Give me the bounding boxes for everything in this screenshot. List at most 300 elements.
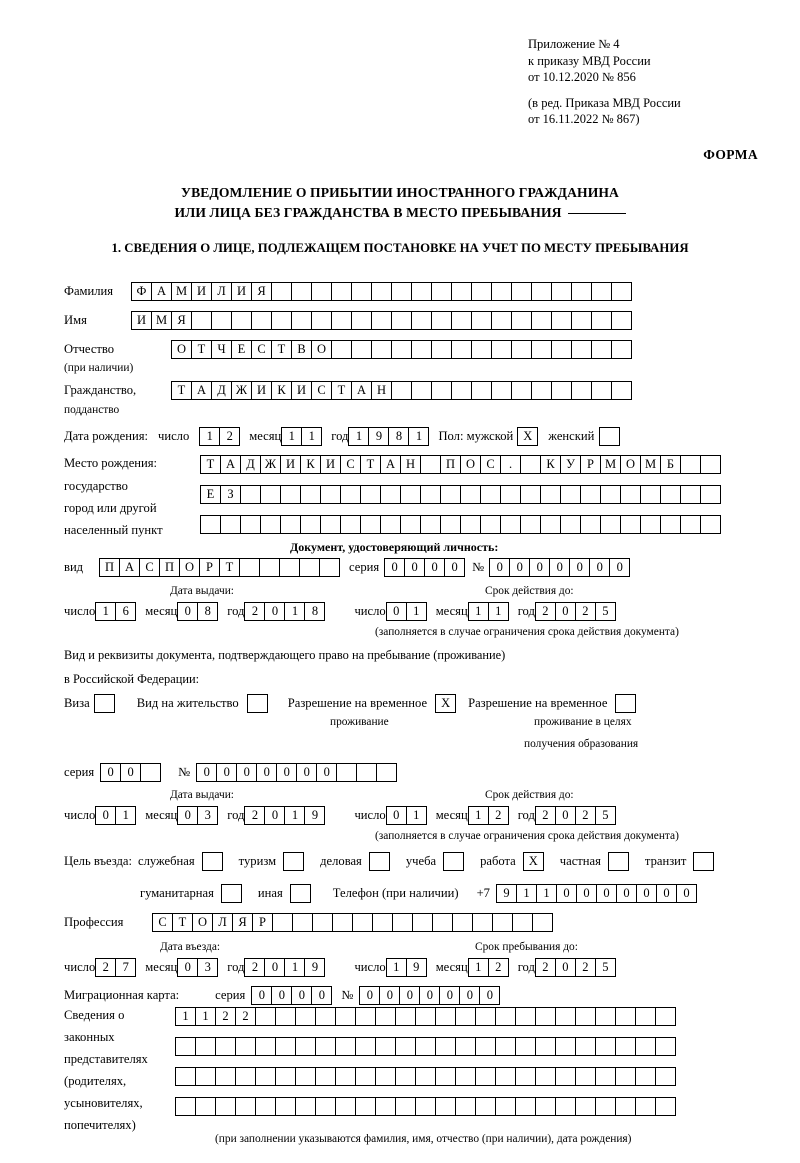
grid-cell[interactable] bbox=[460, 485, 481, 504]
grid-cell[interactable]: 0 bbox=[444, 558, 465, 577]
grid-cell[interactable] bbox=[280, 485, 301, 504]
grid-cell[interactable] bbox=[431, 282, 452, 301]
grid-cell[interactable] bbox=[355, 1007, 376, 1026]
grid-cell[interactable]: В bbox=[291, 340, 312, 359]
grid-cell[interactable] bbox=[351, 282, 372, 301]
grid-cell[interactable]: 0 bbox=[419, 986, 440, 1005]
grid-cell[interactable] bbox=[475, 1007, 496, 1026]
grid-cell[interactable] bbox=[575, 1007, 596, 1026]
birthplace-row2-cells[interactable] bbox=[200, 485, 720, 504]
grid-cell[interactable]: 9 bbox=[368, 427, 389, 446]
entry-day-cells[interactable] bbox=[95, 958, 135, 977]
grid-cell[interactable] bbox=[431, 340, 452, 359]
grid-cell[interactable] bbox=[500, 485, 521, 504]
grid-cell[interactable]: Ф bbox=[131, 282, 152, 301]
grid-cell[interactable]: 0 bbox=[596, 884, 617, 903]
grid-cell[interactable] bbox=[295, 1067, 316, 1086]
stay-doc-number-cells[interactable] bbox=[196, 763, 396, 782]
grid-cell[interactable] bbox=[595, 1067, 616, 1086]
grid-cell[interactable]: 8 bbox=[197, 602, 218, 621]
grid-cell[interactable] bbox=[551, 340, 572, 359]
grid-cell[interactable]: 0 bbox=[555, 602, 576, 621]
purpose-option-checkbox[interactable] bbox=[608, 852, 629, 871]
grid-cell[interactable]: Д bbox=[240, 455, 261, 474]
grid-cell[interactable]: П bbox=[159, 558, 180, 577]
grid-cell[interactable] bbox=[300, 515, 321, 534]
grid-cell[interactable] bbox=[480, 515, 501, 534]
birthdate-day-cells[interactable] bbox=[199, 427, 239, 446]
grid-cell[interactable]: 1 bbox=[468, 602, 489, 621]
grid-cell[interactable] bbox=[600, 485, 621, 504]
grid-cell[interactable]: А bbox=[220, 455, 241, 474]
id-doc-type-cells[interactable] bbox=[99, 558, 339, 577]
grid-cell[interactable] bbox=[395, 1097, 416, 1116]
grid-cell[interactable]: Т bbox=[171, 381, 192, 400]
grid-cell[interactable]: 5 bbox=[595, 602, 616, 621]
grid-cell[interactable]: Р bbox=[580, 455, 601, 474]
grid-cell[interactable]: И bbox=[291, 381, 312, 400]
grid-cell[interactable] bbox=[412, 913, 433, 932]
id-doc-valid-day-cells[interactable] bbox=[386, 602, 426, 621]
grid-cell[interactable] bbox=[375, 1067, 396, 1086]
id-doc-valid-month-cells[interactable] bbox=[468, 602, 508, 621]
grid-cell[interactable] bbox=[575, 1097, 596, 1116]
grid-cell[interactable]: 0 bbox=[379, 986, 400, 1005]
grid-cell[interactable] bbox=[335, 1067, 356, 1086]
grid-cell[interactable] bbox=[571, 282, 592, 301]
grid-cell[interactable] bbox=[251, 311, 272, 330]
grid-cell[interactable]: 2 bbox=[575, 602, 596, 621]
grid-cell[interactable] bbox=[255, 1037, 276, 1056]
grid-cell[interactable] bbox=[315, 1037, 336, 1056]
entry-month-cells[interactable] bbox=[177, 958, 217, 977]
stay-day-cells[interactable] bbox=[386, 958, 426, 977]
grid-cell[interactable] bbox=[352, 913, 373, 932]
grid-cell[interactable]: Я bbox=[251, 282, 272, 301]
grid-cell[interactable] bbox=[535, 1067, 556, 1086]
grid-cell[interactable] bbox=[260, 515, 281, 534]
grid-cell[interactable] bbox=[340, 515, 361, 534]
grid-cell[interactable] bbox=[660, 485, 681, 504]
grid-cell[interactable]: 0 bbox=[636, 884, 657, 903]
grid-cell[interactable]: Л bbox=[211, 282, 232, 301]
grid-cell[interactable] bbox=[535, 1007, 556, 1026]
grid-cell[interactable]: С bbox=[152, 913, 173, 932]
grid-cell[interactable]: М bbox=[600, 455, 621, 474]
grid-cell[interactable]: И bbox=[251, 381, 272, 400]
grid-cell[interactable] bbox=[660, 515, 681, 534]
grid-cell[interactable]: Н bbox=[371, 381, 392, 400]
grid-cell[interactable] bbox=[495, 1097, 516, 1116]
grid-cell[interactable]: Т bbox=[271, 340, 292, 359]
grid-cell[interactable]: А bbox=[380, 455, 401, 474]
grid-cell[interactable] bbox=[140, 763, 161, 782]
grid-cell[interactable] bbox=[620, 485, 641, 504]
grid-cell[interactable] bbox=[275, 1067, 296, 1086]
grid-cell[interactable] bbox=[415, 1037, 436, 1056]
grid-cell[interactable]: 2 bbox=[215, 1007, 236, 1026]
purpose-option-checkbox[interactable] bbox=[443, 852, 464, 871]
grid-cell[interactable] bbox=[351, 340, 372, 359]
grid-cell[interactable] bbox=[331, 340, 352, 359]
grid-cell[interactable] bbox=[611, 340, 632, 359]
grid-cell[interactable] bbox=[655, 1067, 676, 1086]
grid-cell[interactable]: Л bbox=[212, 913, 233, 932]
grid-cell[interactable] bbox=[611, 282, 632, 301]
purpose-option-checkbox[interactable] bbox=[290, 884, 311, 903]
grid-cell[interactable] bbox=[411, 381, 432, 400]
grid-cell[interactable]: 0 bbox=[479, 986, 500, 1005]
grid-cell[interactable] bbox=[231, 311, 252, 330]
grid-cell[interactable]: 1 bbox=[199, 427, 220, 446]
grid-cell[interactable]: 0 bbox=[616, 884, 637, 903]
grid-cell[interactable] bbox=[235, 1097, 256, 1116]
grid-cell[interactable] bbox=[655, 1037, 676, 1056]
grid-cell[interactable] bbox=[591, 311, 612, 330]
grid-cell[interactable] bbox=[495, 1007, 516, 1026]
grid-cell[interactable] bbox=[280, 515, 301, 534]
stay-doc-issue-month-cells[interactable] bbox=[177, 806, 217, 825]
grid-cell[interactable] bbox=[635, 1067, 656, 1086]
grid-cell[interactable] bbox=[331, 282, 352, 301]
grid-cell[interactable]: А bbox=[351, 381, 372, 400]
grid-cell[interactable] bbox=[455, 1007, 476, 1026]
grid-cell[interactable]: 0 bbox=[216, 763, 237, 782]
migration-card-number-cells[interactable] bbox=[359, 986, 499, 1005]
grid-cell[interactable] bbox=[175, 1067, 196, 1086]
birthplace-row1-cells[interactable] bbox=[200, 455, 720, 474]
grid-cell[interactable] bbox=[375, 1007, 396, 1026]
grid-cell[interactable]: С bbox=[480, 455, 501, 474]
grid-cell[interactable] bbox=[471, 381, 492, 400]
grid-cell[interactable] bbox=[591, 282, 612, 301]
grid-cell[interactable] bbox=[551, 381, 572, 400]
grid-cell[interactable]: 3 bbox=[197, 958, 218, 977]
grid-cell[interactable] bbox=[531, 340, 552, 359]
grid-cell[interactable] bbox=[279, 558, 300, 577]
grid-cell[interactable] bbox=[491, 340, 512, 359]
residence-permit-checkbox[interactable] bbox=[247, 694, 268, 713]
grid-cell[interactable] bbox=[580, 515, 601, 534]
grid-cell[interactable]: М bbox=[171, 282, 192, 301]
grid-cell[interactable] bbox=[540, 515, 561, 534]
grid-cell[interactable]: 0 bbox=[100, 763, 121, 782]
grid-cell[interactable] bbox=[415, 1007, 436, 1026]
grid-cell[interactable] bbox=[435, 1067, 456, 1086]
grid-cell[interactable]: 2 bbox=[488, 806, 509, 825]
grid-cell[interactable] bbox=[400, 515, 421, 534]
grid-cell[interactable] bbox=[259, 558, 280, 577]
grid-cell[interactable]: 0 bbox=[95, 806, 116, 825]
grid-cell[interactable]: 0 bbox=[177, 958, 198, 977]
grid-cell[interactable]: 0 bbox=[264, 958, 285, 977]
grid-cell[interactable] bbox=[560, 515, 581, 534]
grid-cell[interactable]: 1 bbox=[284, 958, 305, 977]
grid-cell[interactable] bbox=[260, 485, 281, 504]
purpose-option-checkbox[interactable] bbox=[221, 884, 242, 903]
grid-cell[interactable] bbox=[611, 311, 632, 330]
grid-cell[interactable]: А bbox=[119, 558, 140, 577]
grid-cell[interactable]: 0 bbox=[404, 558, 425, 577]
grid-cell[interactable] bbox=[560, 485, 581, 504]
grid-cell[interactable]: 0 bbox=[656, 884, 677, 903]
grid-cell[interactable] bbox=[375, 1097, 396, 1116]
grid-cell[interactable]: Я bbox=[171, 311, 192, 330]
grid-cell[interactable] bbox=[511, 311, 532, 330]
grid-cell[interactable] bbox=[371, 311, 392, 330]
citizenship-cells[interactable] bbox=[171, 381, 631, 400]
grid-cell[interactable] bbox=[275, 1097, 296, 1116]
grid-cell[interactable]: 1 bbox=[281, 427, 302, 446]
grid-cell[interactable]: О bbox=[179, 558, 200, 577]
grid-cell[interactable] bbox=[511, 282, 532, 301]
grid-cell[interactable] bbox=[391, 282, 412, 301]
grid-cell[interactable] bbox=[432, 913, 453, 932]
grid-cell[interactable] bbox=[295, 1097, 316, 1116]
grid-cell[interactable]: 2 bbox=[575, 806, 596, 825]
grid-cell[interactable] bbox=[175, 1037, 196, 1056]
grid-cell[interactable] bbox=[375, 1037, 396, 1056]
grid-cell[interactable]: О bbox=[311, 340, 332, 359]
stay-doc-valid-month-cells[interactable] bbox=[468, 806, 508, 825]
grid-cell[interactable] bbox=[515, 1067, 536, 1086]
grid-cell[interactable]: О bbox=[192, 913, 213, 932]
grid-cell[interactable]: 1 bbox=[516, 884, 537, 903]
grid-cell[interactable]: 7 bbox=[115, 958, 136, 977]
grid-cell[interactable]: 0 bbox=[549, 558, 570, 577]
grid-cell[interactable] bbox=[615, 1097, 636, 1116]
grid-cell[interactable] bbox=[391, 381, 412, 400]
grid-cell[interactable]: 2 bbox=[535, 958, 556, 977]
grid-cell[interactable]: 9 bbox=[406, 958, 427, 977]
birthplace-row3-cells[interactable] bbox=[200, 515, 720, 534]
grid-cell[interactable]: 0 bbox=[291, 986, 312, 1005]
grid-cell[interactable]: З bbox=[220, 485, 241, 504]
grid-cell[interactable] bbox=[300, 485, 321, 504]
grid-cell[interactable] bbox=[655, 1007, 676, 1026]
grid-cell[interactable] bbox=[371, 282, 392, 301]
edu-residence-checkbox[interactable] bbox=[615, 694, 636, 713]
id-doc-series-cells[interactable] bbox=[384, 558, 464, 577]
grid-cell[interactable]: 0 bbox=[359, 986, 380, 1005]
grid-cell[interactable] bbox=[291, 311, 312, 330]
grid-cell[interactable]: У bbox=[560, 455, 581, 474]
grid-cell[interactable]: Е bbox=[200, 485, 221, 504]
purpose-option-checkbox[interactable] bbox=[283, 852, 304, 871]
grid-cell[interactable] bbox=[336, 763, 357, 782]
grid-cell[interactable]: 0 bbox=[556, 884, 577, 903]
migration-card-series-cells[interactable] bbox=[251, 986, 331, 1005]
grid-cell[interactable] bbox=[495, 1067, 516, 1086]
grid-cell[interactable]: 5 bbox=[595, 958, 616, 977]
stay-doc-issue-day-cells[interactable] bbox=[95, 806, 135, 825]
grid-cell[interactable]: А bbox=[151, 282, 172, 301]
grid-cell[interactable] bbox=[475, 1097, 496, 1116]
birthdate-year-cells[interactable] bbox=[348, 427, 428, 446]
grid-cell[interactable] bbox=[460, 515, 481, 534]
grid-cell[interactable]: 0 bbox=[424, 558, 445, 577]
grid-cell[interactable]: 6 bbox=[115, 602, 136, 621]
grid-cell[interactable] bbox=[455, 1097, 476, 1116]
grid-cell[interactable] bbox=[292, 913, 313, 932]
grid-cell[interactable] bbox=[440, 515, 461, 534]
grid-cell[interactable]: Р bbox=[252, 913, 273, 932]
grid-cell[interactable]: 0 bbox=[589, 558, 610, 577]
grid-cell[interactable] bbox=[220, 515, 241, 534]
grid-cell[interactable]: С bbox=[340, 455, 361, 474]
grid-cell[interactable] bbox=[520, 455, 541, 474]
grid-cell[interactable] bbox=[431, 381, 452, 400]
grid-cell[interactable]: 1 bbox=[115, 806, 136, 825]
grid-cell[interactable]: 3 bbox=[197, 806, 218, 825]
grid-cell[interactable]: Т bbox=[191, 340, 212, 359]
grid-cell[interactable] bbox=[371, 340, 392, 359]
grid-cell[interactable] bbox=[475, 1067, 496, 1086]
grid-cell[interactable] bbox=[700, 485, 721, 504]
grid-cell[interactable]: 0 bbox=[386, 806, 407, 825]
grid-cell[interactable] bbox=[700, 455, 721, 474]
grid-cell[interactable]: К bbox=[540, 455, 561, 474]
grid-cell[interactable] bbox=[372, 913, 393, 932]
id-doc-valid-year-cells[interactable] bbox=[535, 602, 615, 621]
grid-cell[interactable] bbox=[271, 282, 292, 301]
grid-cell[interactable]: Н bbox=[400, 455, 421, 474]
grid-cell[interactable] bbox=[520, 515, 541, 534]
grid-cell[interactable] bbox=[431, 311, 452, 330]
stay-month-cells[interactable] bbox=[468, 958, 508, 977]
grid-cell[interactable] bbox=[535, 1097, 556, 1116]
grid-cell[interactable] bbox=[360, 485, 381, 504]
grid-cell[interactable] bbox=[480, 485, 501, 504]
grid-cell[interactable]: Т bbox=[172, 913, 193, 932]
grid-cell[interactable] bbox=[500, 515, 521, 534]
grid-cell[interactable] bbox=[540, 485, 561, 504]
grid-cell[interactable] bbox=[571, 381, 592, 400]
grid-cell[interactable] bbox=[215, 1097, 236, 1116]
grid-cell[interactable] bbox=[615, 1007, 636, 1026]
grid-cell[interactable] bbox=[392, 913, 413, 932]
grid-cell[interactable]: А bbox=[191, 381, 212, 400]
grid-cell[interactable] bbox=[515, 1037, 536, 1056]
grid-cell[interactable]: 1 bbox=[406, 806, 427, 825]
entry-year-cells[interactable] bbox=[244, 958, 324, 977]
stay-doc-valid-year-cells[interactable] bbox=[535, 806, 615, 825]
grid-cell[interactable] bbox=[295, 1007, 316, 1026]
grid-cell[interactable]: 0 bbox=[311, 986, 332, 1005]
grid-cell[interactable] bbox=[315, 1097, 336, 1116]
grid-cell[interactable]: 2 bbox=[535, 806, 556, 825]
grid-cell[interactable] bbox=[551, 311, 572, 330]
grid-cell[interactable]: 0 bbox=[529, 558, 550, 577]
grid-cell[interactable]: П bbox=[99, 558, 120, 577]
grid-cell[interactable]: Р bbox=[199, 558, 220, 577]
temp-residence-checkbox[interactable]: X bbox=[435, 694, 456, 713]
representatives-row1-cells[interactable] bbox=[175, 1007, 675, 1026]
grid-cell[interactable]: 1 bbox=[408, 427, 429, 446]
grid-cell[interactable] bbox=[319, 558, 340, 577]
grid-cell[interactable]: 1 bbox=[195, 1007, 216, 1026]
grid-cell[interactable] bbox=[235, 1037, 256, 1056]
grid-cell[interactable] bbox=[471, 282, 492, 301]
grid-cell[interactable] bbox=[355, 1037, 376, 1056]
grid-cell[interactable] bbox=[315, 1067, 336, 1086]
sex-female-checkbox[interactable] bbox=[599, 427, 620, 446]
grid-cell[interactable] bbox=[275, 1037, 296, 1056]
grid-cell[interactable]: 0 bbox=[384, 558, 405, 577]
grid-cell[interactable]: О bbox=[620, 455, 641, 474]
grid-cell[interactable]: 0 bbox=[386, 602, 407, 621]
grid-cell[interactable]: 0 bbox=[271, 986, 292, 1005]
grid-cell[interactable]: 1 bbox=[386, 958, 407, 977]
grid-cell[interactable] bbox=[312, 913, 333, 932]
grid-cell[interactable]: 2 bbox=[244, 602, 265, 621]
grid-cell[interactable]: 1 bbox=[488, 602, 509, 621]
grid-cell[interactable]: И bbox=[280, 455, 301, 474]
grid-cell[interactable] bbox=[595, 1097, 616, 1116]
grid-cell[interactable] bbox=[335, 1007, 356, 1026]
grid-cell[interactable] bbox=[255, 1007, 276, 1026]
grid-cell[interactable] bbox=[571, 340, 592, 359]
grid-cell[interactable] bbox=[635, 1097, 656, 1116]
grid-cell[interactable] bbox=[299, 558, 320, 577]
stay-year-cells[interactable] bbox=[535, 958, 615, 977]
grid-cell[interactable]: 2 bbox=[575, 958, 596, 977]
grid-cell[interactable]: И bbox=[320, 455, 341, 474]
grid-cell[interactable] bbox=[452, 913, 473, 932]
purpose-option-checkbox[interactable]: X bbox=[523, 852, 544, 871]
purpose-option-checkbox[interactable] bbox=[369, 852, 390, 871]
grid-cell[interactable] bbox=[235, 1067, 256, 1086]
grid-cell[interactable]: Т bbox=[331, 381, 352, 400]
grid-cell[interactable]: 1 bbox=[468, 958, 489, 977]
grid-cell[interactable]: О bbox=[171, 340, 192, 359]
grid-cell[interactable]: Б bbox=[660, 455, 681, 474]
grid-cell[interactable] bbox=[655, 1097, 676, 1116]
grid-cell[interactable] bbox=[451, 311, 472, 330]
grid-cell[interactable]: 9 bbox=[304, 958, 325, 977]
grid-cell[interactable] bbox=[255, 1067, 276, 1086]
birthdate-month-cells[interactable] bbox=[281, 427, 321, 446]
grid-cell[interactable] bbox=[640, 485, 661, 504]
patronymic-cells[interactable] bbox=[171, 340, 631, 359]
grid-cell[interactable] bbox=[555, 1097, 576, 1116]
profession-cells[interactable] bbox=[152, 913, 552, 932]
grid-cell[interactable]: 0 bbox=[196, 763, 217, 782]
grid-cell[interactable] bbox=[571, 311, 592, 330]
grid-cell[interactable]: 0 bbox=[236, 763, 257, 782]
grid-cell[interactable] bbox=[475, 1037, 496, 1056]
grid-cell[interactable]: 0 bbox=[576, 884, 597, 903]
grid-cell[interactable] bbox=[332, 913, 353, 932]
grid-cell[interactable]: 0 bbox=[120, 763, 141, 782]
grid-cell[interactable] bbox=[595, 1007, 616, 1026]
grid-cell[interactable]: 8 bbox=[304, 602, 325, 621]
grid-cell[interactable] bbox=[455, 1067, 476, 1086]
grid-cell[interactable] bbox=[635, 1007, 656, 1026]
grid-cell[interactable]: 9 bbox=[496, 884, 517, 903]
grid-cell[interactable] bbox=[435, 1007, 456, 1026]
grid-cell[interactable] bbox=[380, 515, 401, 534]
grid-cell[interactable] bbox=[495, 1037, 516, 1056]
grid-cell[interactable] bbox=[239, 558, 260, 577]
grid-cell[interactable] bbox=[491, 282, 512, 301]
grid-cell[interactable]: Ч bbox=[211, 340, 232, 359]
grid-cell[interactable] bbox=[415, 1097, 436, 1116]
grid-cell[interactable] bbox=[200, 515, 221, 534]
grid-cell[interactable] bbox=[320, 515, 341, 534]
grid-cell[interactable] bbox=[471, 340, 492, 359]
grid-cell[interactable] bbox=[311, 282, 332, 301]
